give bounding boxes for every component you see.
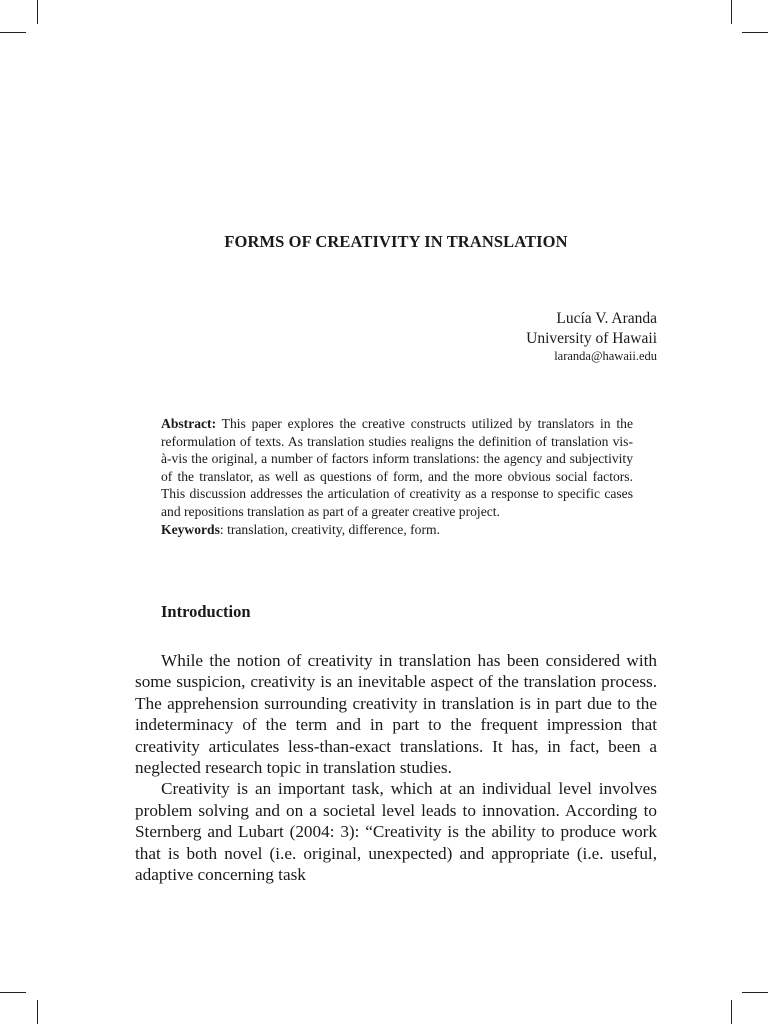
author-block <box>526 309 657 364</box>
body-paragraph: Creativity is an important task, which at an individual level involves problem solving and on a societal level leads to innovation. According to Sternberg and Lubart (2004: 3): “Creativity is the ability to produce work that is both novel (i.e. original, unexpected) and appropriate (i.e. useful, adaptive concerning task <box>135 779 657 885</box>
crop-mark-top-left-h <box>0 32 26 33</box>
abstract-text: This paper explores the creative constructs utilized by translators in the reformulation of texts. As translation studies realigns the definition of translation vis-à-vis the original, a number of factors inform translations: the agency and subjectivity of the translator, as well as questions of form, and the more obvious social factors. This discussion addresses the articulation of creativity as a response to specific cases and repositions translation as part of a greater creative project. <box>161 416 633 519</box>
crop-mark-bottom-right <box>731 1000 732 1024</box>
keywords-text: : translation, creativity, difference, form. <box>219 521 440 537</box>
body-paragraph: While the notion of creativity in translation has been considered with some suspicion, creativity is an inevitable aspect of the translation process. The apprehension surrounding creativity in translation is in part due to the indeterminacy of the term and in part to the frequent impression that creativity articulates less-than-exact translations. It has, in fact, been a neglected research topic in translation studies. <box>135 651 657 778</box>
abstract-paragraph <box>161 415 633 521</box>
keywords-label: Keywords <box>161 521 220 537</box>
crop-mark-top-right-h <box>742 32 768 33</box>
author-email: laranda@hawaii.edu <box>554 349 657 363</box>
section-heading-introduction: Introduction <box>161 602 251 621</box>
abstract-block <box>161 415 633 538</box>
author-affiliation: University of Hawaii <box>526 330 657 347</box>
body-text <box>135 650 657 885</box>
crop-mark-bottom-right-h <box>742 992 768 993</box>
crop-mark-top-left <box>37 0 38 24</box>
keywords-paragraph <box>161 521 633 539</box>
crop-mark-bottom-left-h <box>0 992 26 993</box>
author-name: Lucía V. Aranda <box>556 310 657 327</box>
crop-mark-bottom-left <box>37 1000 38 1024</box>
crop-mark-top-right <box>731 0 732 24</box>
paper-title: FORMS OF CREATIVITY IN TRANSLATION <box>224 232 568 251</box>
abstract-label: Abstract: <box>161 416 217 431</box>
